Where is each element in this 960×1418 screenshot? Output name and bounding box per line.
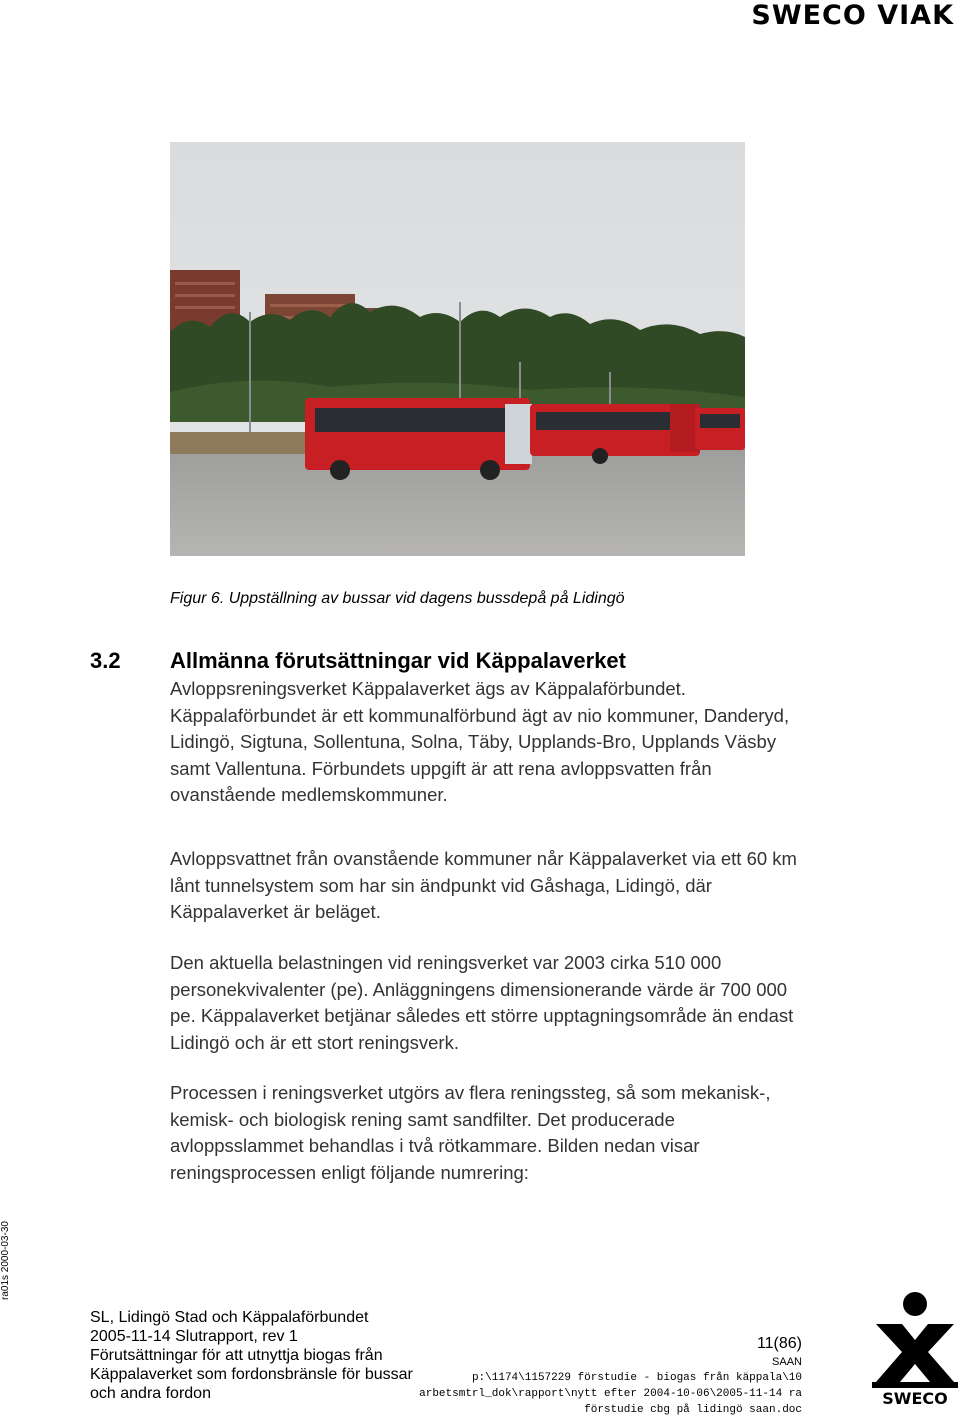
file-path-line: förstudie cbg på lidingö saan.doc [584,1404,802,1416]
sweco-logo [872,1290,958,1408]
brand-header: SWECO VIAK [751,0,954,31]
side-stamp: ra01s 2000-03-30 [0,1221,11,1300]
figure-caption: Figur 6. Uppställning av bussar vid dagens bussdepå på Lidingö [170,590,625,607]
file-path-line: p:\1174\1157229 förstudie - biogas från käppala\10 [471,1372,802,1384]
sweco-figure-icon [872,1290,958,1408]
footer-line: 2005-11-14 Slutrapport, rev 1 [90,1328,298,1345]
footer-line: och andra fordon [90,1385,211,1402]
page-number: 11(86) [756,1335,802,1352]
bus-depot-photo [170,142,745,556]
bus-depot-illustration [170,142,745,556]
sweco-logo-text: SWECO [882,1389,948,1408]
paragraph-3: Den aktuella belastningen vid reningsverket var 2003 cirka 510 000 personekvivalenter (pe). Anläggningens dimensionerande värde är 700 000 pe. Käppalaverket betjänar således ett större upptagningsområde än endast Lidingö och är ett stort reningsverk. [170,952,794,1053]
paragraph-2: Avloppsvattnet från ovanstående kommuner når Käppalaverket via ett 60 km lånt tunnelsystem som har sin ändpunkt vid Gåshaga, Lidingö, där Käppalaverket är beläget. [170,848,797,922]
section-heading [90,648,626,674]
paragraph-4: Processen i reningsverket utgörs av flera reningssteg, så som mekanisk-, kemisk- och biologisk rening samt sandfilter. Det producerade avloppsslammet behandlas i två rötkammare. Bilden nedan visar reningsprocessen enligt följande numrering: [170,1082,771,1183]
paragraph-1: Avloppsreningsverket Käppalaverket ägs av Käppalaförbundet. Käppalaförbundet är ett kommunalförbund ägt av nio kommuner, Danderyd, Lidingö, Sigtuna, Sollentuna, Solna, Täby, Upplands-Bro, Upplands Väsby samt Vallentuna. Förbundets uppgift är att rena avloppsvatten från ovanstående medlemskommuner. [170,678,790,805]
section-title: Allmänna förutsättningar vid Käppalaverket [170,648,626,673]
file-path-line: arbetsmtrl_dok\rapport\nytt efter 2004-10-06\2005-11-14 ra [419,1388,802,1400]
footer-right [419,1334,802,1418]
footer-line: Käppalaverket som fordonsbränsle för bussar [90,1366,413,1383]
footer-left [90,1308,413,1403]
section-number: 3.2 [90,648,121,673]
footer-line: SL, Lidingö Stad och Käppalaförbundet [90,1309,369,1326]
author-initials: SAAN [772,1356,802,1368]
footer-line: Förutsättningar för att utnyttja biogas från [90,1347,383,1364]
